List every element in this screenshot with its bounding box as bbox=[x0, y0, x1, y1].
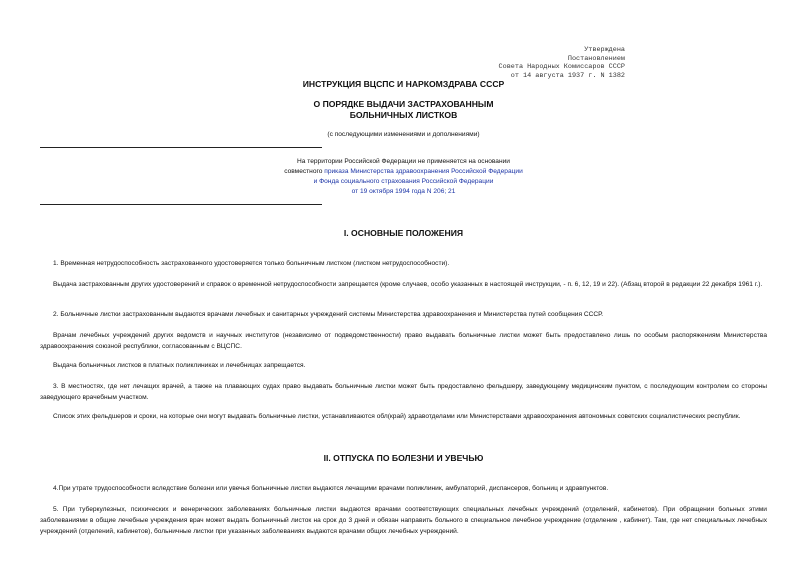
section-heading: II. ОТПУСКА ПО БОЛЕЗНИ И УВЕЧЬЮ bbox=[323, 453, 484, 463]
status-note bbox=[0, 157, 807, 197]
divider bbox=[40, 204, 322, 205]
status-note-line bbox=[0, 167, 807, 177]
section-heading: I. ОСНОВНЫЕ ПОЛОЖЕНИЯ bbox=[343, 228, 464, 238]
order-link[interactable]: приказа Министерства здравоохранения Российской Федерации bbox=[324, 168, 523, 175]
paragraph: Список этих фельдшеров и сроки, на которые они могут выдавать больничные листки, устанавливаются обл(край) здравотделами или Министерствами здравоохранения автономных советских социалистических республик. bbox=[53, 413, 741, 420]
paragraph: 4.При утрате трудоспособности вследствие болезни или увечья больничные листки выдаются лечащими врачами поликлиник, амбулаторий, диспансеров, больниц и здравпунктов. bbox=[53, 485, 609, 492]
order-link[interactable]: и Фонда социального страхования Российской Федерации bbox=[313, 178, 494, 185]
paragraph: 1. Временная нетрудоспособность застрахованного удостоверяется только больничным листком (листком нетрудоспособности). bbox=[53, 260, 450, 267]
paragraph: 2. Больничные листки застрахованным выдаются врачами лечебных и санитарных учреждений системы Министерства здравоохранения и Министерства путей сообщения СССР. bbox=[53, 311, 604, 318]
paragraph: Врачам лечебных учреждений других ведомств и научных институтов (независимо от подведомственности) право выдавать больничные листки может быть предоставлено лишь по особым распоряжениям Министерства здравоохранения союзной республики, согласованным с ВЦСПС. bbox=[40, 332, 767, 350]
amendments-note: (с последующими изменениями и дополнениями) bbox=[327, 131, 480, 138]
approval-line: от 14 августа 1937 г. N 1382 bbox=[510, 71, 625, 80]
approval-block bbox=[499, 46, 625, 80]
document-subtitle-line: БОЛЬНИЧНЫХ ЛИСТКОВ bbox=[349, 110, 458, 120]
document-subtitle bbox=[0, 99, 807, 121]
paragraph: 3. В местностях, где нет лечащих врачей, а также на плавающих судах право выдавать больничные листки может быть предоставлено фельдшеру, заведующему медицинским пунктом, с последующим контролем со стороны заведующего врачебным участком. bbox=[40, 383, 767, 401]
approval-line: Постановлением bbox=[567, 54, 625, 63]
status-note-text: совместного bbox=[284, 168, 325, 175]
document-subtitle-line: О ПОРЯДКЕ ВЫДАЧИ ЗАСТРАХОВАННЫМ bbox=[313, 99, 494, 109]
status-note-line: На территории Российской Федерации не применяется на основании bbox=[297, 158, 510, 165]
document-title: ИНСТРУКЦИЯ ВЦСПС И НАРКОМЗДРАВА СССР bbox=[302, 79, 505, 89]
approval-line: Утверждена bbox=[584, 46, 625, 54]
divider bbox=[40, 147, 322, 148]
paragraph: Выдача застрахованным других удостоверений и справок о временной нетрудоспособности запрещается (кроме случаев, особо указанных в настоящей инструкции, - п. 6, 12, 19 и 22). (Абзац второй в редакции 22 декабря 1961 г.). bbox=[53, 281, 763, 288]
approval-line: Совета Народных Комиссаров СССР bbox=[498, 63, 625, 72]
order-link[interactable]: от 19 октября 1994 года N 206; 21 bbox=[351, 188, 456, 195]
paragraph: Выдача больничных листков в платных поликлиниках и лечебницах запрещается. bbox=[53, 362, 306, 369]
paragraph: 5. При туберкулезных, психических и венерических заболеваниях больничные листки выдаются врачами соответствующих специальных лечебных учреждений (отделений, кабинетов). При обращении больных этими заболеваниями в общие лечебные учреждения врач может выдать больничный листок на срок до 3 дней и обязан направить больного в специальное лечебное учреждение (отделение , кабинет). Там, где нет специальных лечебных учреждений (отделений, кабинетов), больничные листки при указанных заболеваниях выдаются врачами общих лечебных учреждений. bbox=[40, 506, 767, 535]
